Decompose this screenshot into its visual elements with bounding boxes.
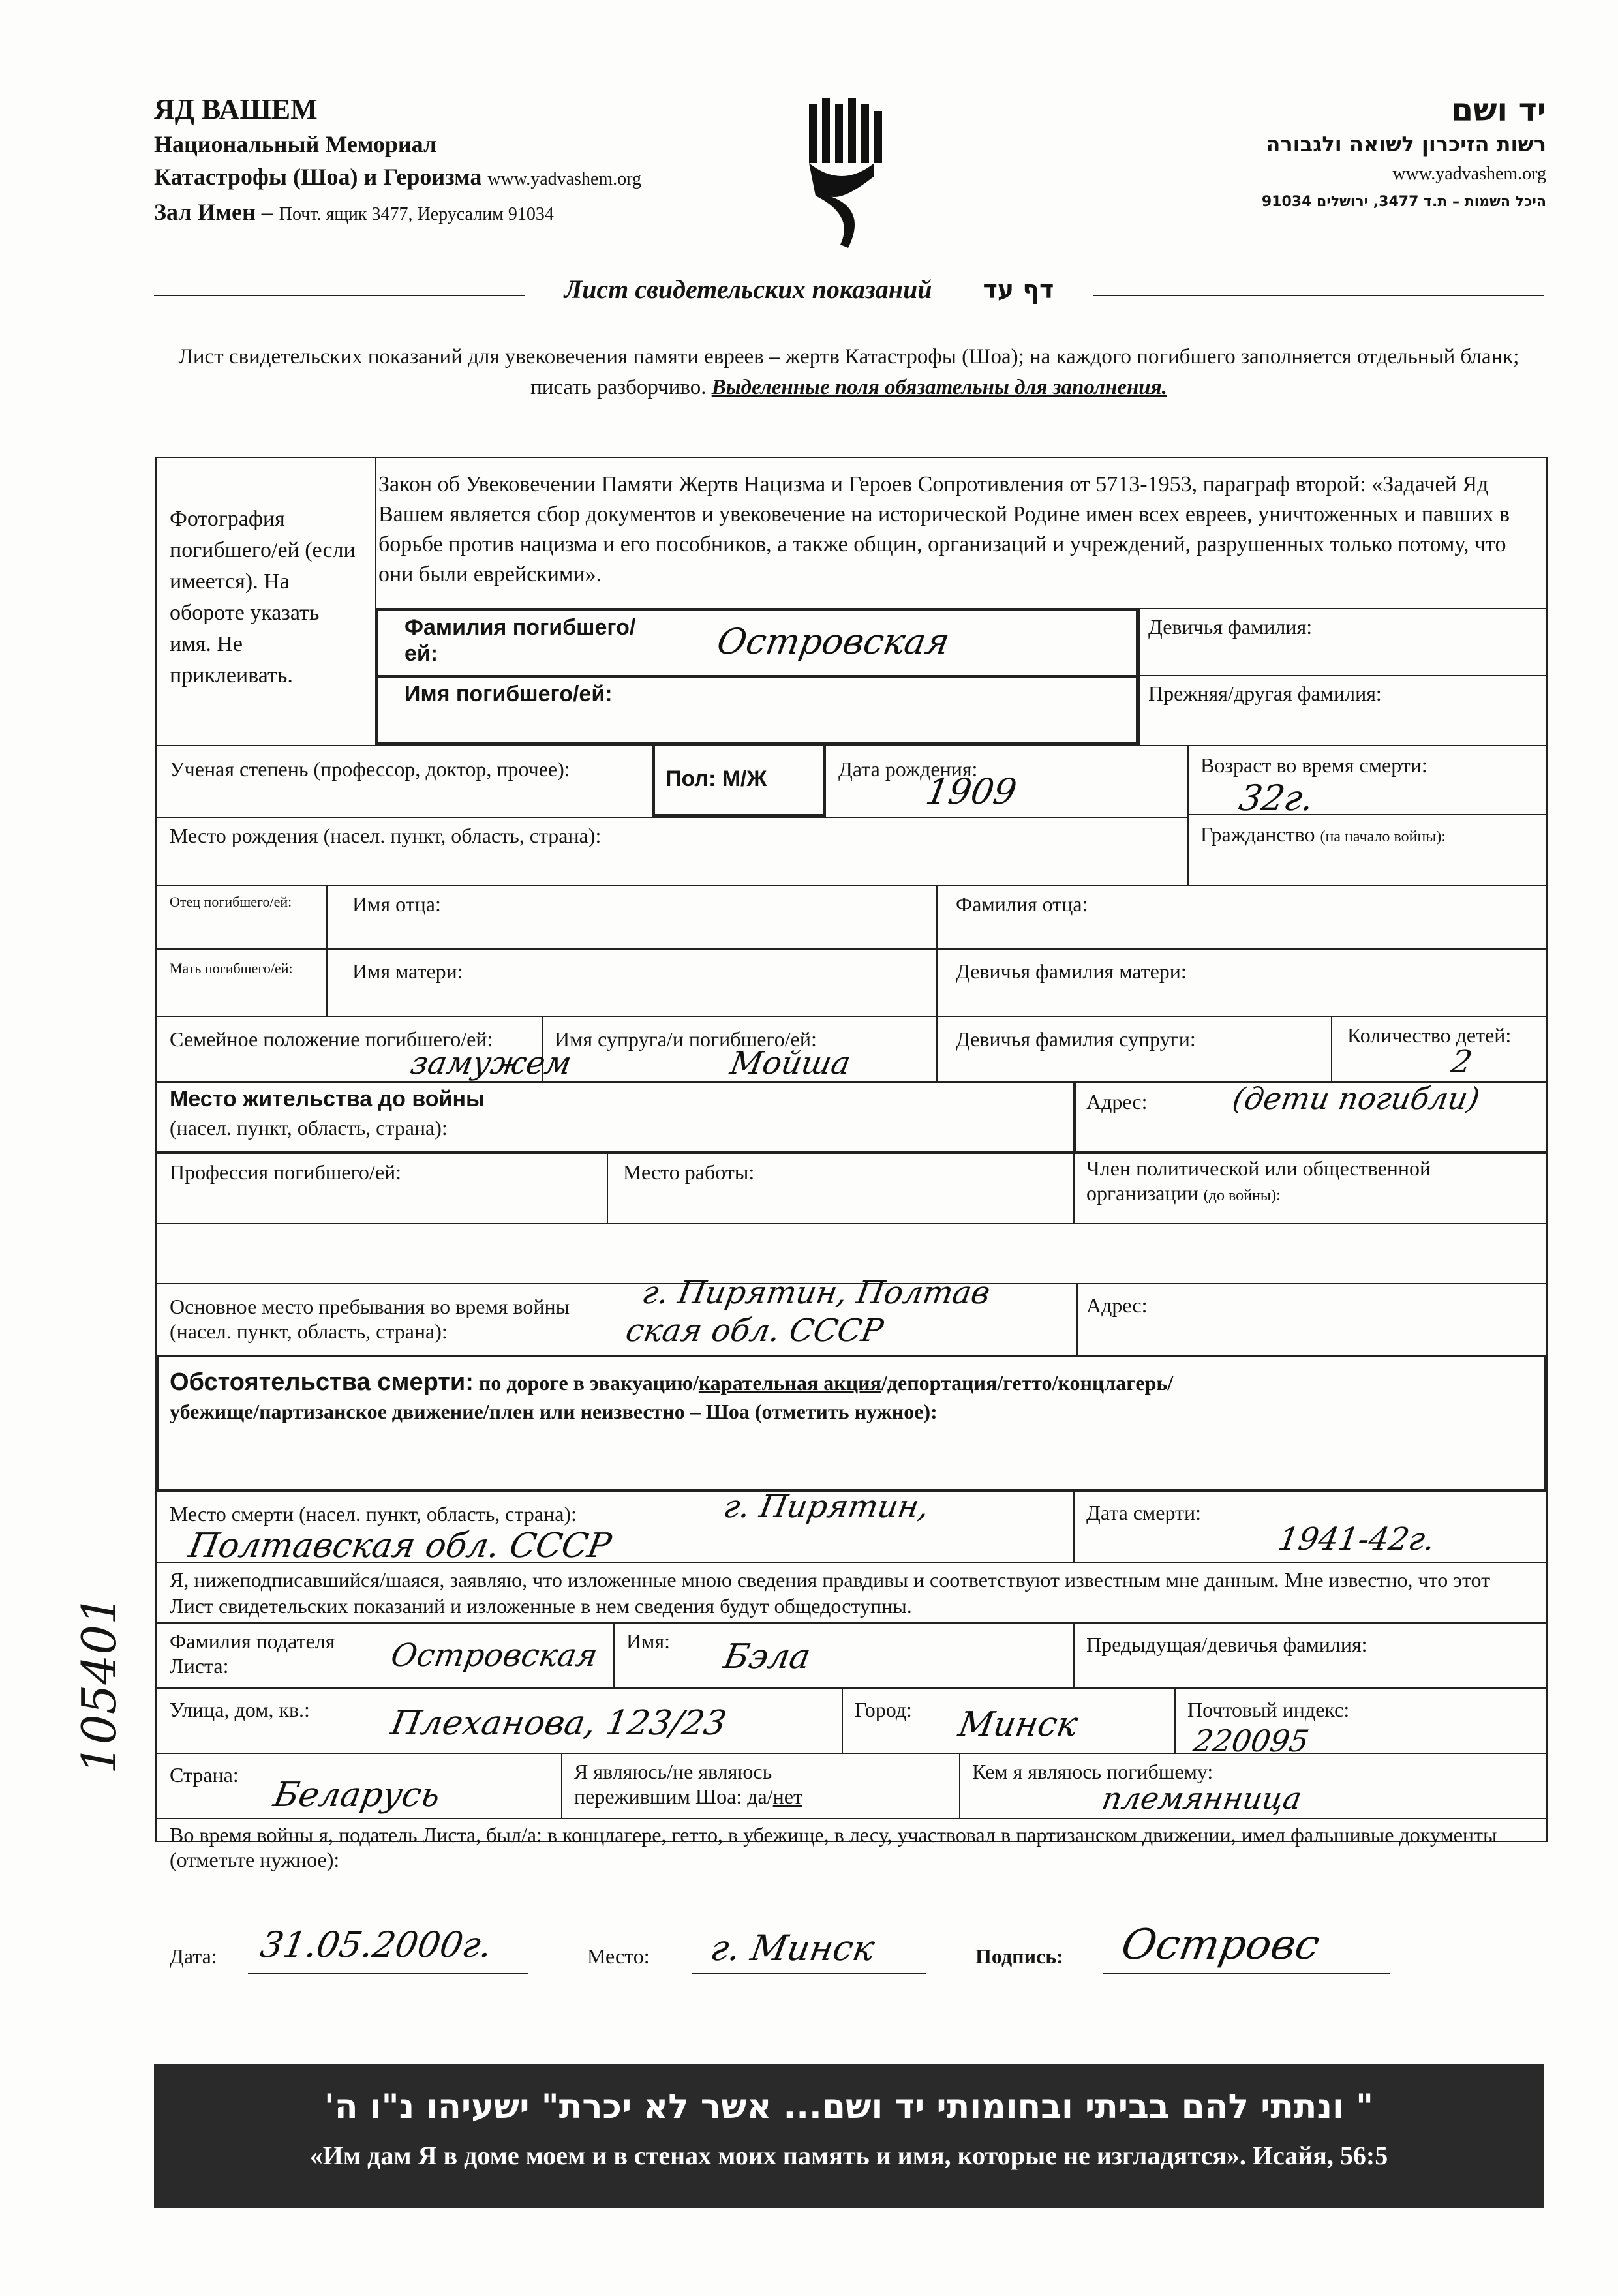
declaration-text: Я, нижеподписавшийся/шаяся, заявляю, что изложенные мною сведения правдивы и соответствуют известным мне данным. Мне известно, что этот Лист свидетельских показаний и изложенные в нем сведения будут общедоступны. xyxy=(170,1568,1491,1618)
mother-name-label: Имя матери: xyxy=(352,959,463,983)
org-line4: Зал Имен – Почт. ящик 3477, Иерусалим 91034 xyxy=(154,199,554,225)
citizenship-label: Гражданство (на начало войны): xyxy=(1200,823,1446,846)
org-name-he: יד ושם xyxy=(1451,92,1546,128)
wartime-label: Основное место пребывания во время войны (насел. пункт, область, страна): xyxy=(170,1295,570,1343)
submitter-surname-label: Фамилия подателя Листа: xyxy=(170,1629,335,1678)
intro-text: Лист свидетельских показаний для увековечения памяти евреев – жертв Катастрофы (Шоа); на каждого погибшего заполняется отдельный бланк; писать разборчиво. Выделенные поля обязательны для заполнения. xyxy=(178,345,1519,399)
city-value[interactable]: Минск xyxy=(955,1705,1081,1744)
wartime-self-text: Во время войны я, податель Листа, был/а: в концлагере, гетто, в убежище, в лесу, участвовал в партизанском движении, имел фальшивые документы (отметьте нужное): xyxy=(170,1823,1497,1871)
spouse-name-label: Имя супруга/и погибшего/ей: xyxy=(555,1027,817,1051)
degree-label: Ученая степень (профессор, доктор, прочее): xyxy=(170,757,570,781)
family-status-value[interactable]: замужем xyxy=(408,1045,575,1081)
age-label: Возраст во время смерти: xyxy=(1200,753,1427,777)
photo-label: Фотография погибшего/ей (если имеется). На обороте указать имя. Не приклеивать. xyxy=(170,507,356,687)
form-title: Лист свидетельских показаний דף עד xyxy=(0,274,1618,305)
residence-label: Место жительства до войны xyxy=(170,1087,485,1111)
yad-vashem-logo-icon xyxy=(802,98,887,254)
birthplace-label: Место рождения (насел. пункт, область, страна): xyxy=(170,824,602,847)
name-label: Имя погибшего/ей: xyxy=(404,682,613,706)
workplace-label: Место работы: xyxy=(623,1160,755,1184)
org-line2: Национальный Мемориал xyxy=(154,131,437,157)
place-label: Место: xyxy=(587,1944,650,1968)
org-name: ЯД ВАШЕМ xyxy=(154,93,318,125)
org-url: www.yadvashem.org xyxy=(1392,164,1546,184)
address-value[interactable]: (дети погибли) xyxy=(1230,1081,1483,1116)
country-value[interactable]: Беларусь xyxy=(270,1775,444,1815)
mother-side-label: Мать погибшего/ей: xyxy=(170,960,293,976)
header-he xyxy=(1262,91,1546,215)
sex-label: Пол: М/Ж xyxy=(665,766,767,791)
submitter-surname-value[interactable]: Островская xyxy=(388,1637,601,1674)
org-line2-he: רשות הזיכרון לשואה ולגבורה xyxy=(1266,132,1546,157)
date-value[interactable]: 31.05.2000г. xyxy=(257,1924,496,1965)
deathdate-value[interactable]: 1941-42г. xyxy=(1275,1521,1438,1558)
prev-surname-label: Прежняя/другая фамилия: xyxy=(1148,682,1382,705)
deathplace-value-line2[interactable]: Полтавская обл. СССР xyxy=(185,1526,615,1565)
children-value[interactable]: 2 xyxy=(1448,1044,1475,1080)
profession-label: Профессия погибшего/ей: xyxy=(170,1160,402,1184)
address-label: Адрес: xyxy=(1086,1090,1148,1113)
law-text: Закон об Увековечении Памяти Жертв Нацизма и Героев Сопротивления от 5713-1953, параграф второй: «Задачей Яд Вашем является сбор документов и увековечение на исторической Родине имен всех евреев, уничтоженных и павших в борьбе против нацизма и его пособников, а также общин, организаций и учреждений, разрушенных только потому, что они были еврейскими». xyxy=(378,472,1510,586)
mother-maiden-label: Девичья фамилия матери: xyxy=(956,959,1187,983)
family-status-label: Семейное положение погибшего/ей: xyxy=(170,1027,493,1051)
circ-selected-option[interactable]: карательная акция xyxy=(698,1371,881,1395)
surname-value[interactable]: Островская xyxy=(714,621,953,662)
birth-value[interactable]: 1909 xyxy=(923,771,1020,812)
sign-label: Подпись: xyxy=(975,1944,1063,1968)
date-label: Дата: xyxy=(170,1944,217,1968)
zip-value[interactable]: 220095 xyxy=(1191,1723,1312,1759)
place-value[interactable]: г. Минск xyxy=(707,1927,878,1969)
zip-label: Почтовый индекс: xyxy=(1187,1698,1350,1721)
deathdate-label: Дата смерти: xyxy=(1086,1501,1202,1524)
circumstances-text: Обстоятельства смерти: по дороге в эвакуацию/карательная акция/депортация/гетто/концлагерь/ убежище/партизанское движение/плен или неизвестно – Шоа (отметить нужное): xyxy=(170,1368,1174,1423)
street-value[interactable]: Плеханова, 123/23 xyxy=(388,1704,729,1743)
org-address-he: היכל השמות – ת.ד 3477, ירושלים 91034 xyxy=(1261,194,1546,210)
submitter-name-label: Имя: xyxy=(626,1629,670,1653)
city-label: Город: xyxy=(855,1698,912,1721)
submitter-name-value[interactable]: Бэла xyxy=(720,1637,814,1676)
age-value[interactable]: 32г. xyxy=(1236,778,1317,819)
wartime-value-line2[interactable]: ская обл. СССР xyxy=(623,1312,886,1349)
father-side-label: Отец погибшего/ей: xyxy=(170,894,292,910)
footer-quote-he: " ונתתי להם בביתי ובחומותי יד ושם... אשר לא יכרת" ישעיהו נ"ו ה' xyxy=(324,2087,1374,2126)
survivor-selected[interactable]: нет xyxy=(772,1785,802,1808)
spouse-maiden-label: Девичья фамилия супруги: xyxy=(956,1027,1196,1051)
form-frame xyxy=(155,457,1548,1871)
wartime-address-label: Адрес: xyxy=(1086,1293,1148,1317)
street-label: Улица, дом, кв.: xyxy=(170,1698,310,1721)
children-label: Количество детей: xyxy=(1347,1023,1512,1047)
spouse-name-value[interactable]: Мойша xyxy=(727,1045,853,1081)
residence-sub: (насел. пункт, область, страна): xyxy=(170,1116,448,1140)
signature[interactable]: Островс xyxy=(1118,1921,1324,1969)
footer-quote-ru: «Им дам Я в доме моем и в стенах моих память и имя, которые не изгладятся». Исайя, 56:5 xyxy=(309,2141,1388,2170)
deathplace-value-line1[interactable]: г. Пирятин, xyxy=(721,1488,932,1525)
org-line3: Катастрофы (Шоа) и Героизма www.yadvashem.org xyxy=(154,164,641,190)
footer-banner xyxy=(154,2064,1544,2208)
relation-value[interactable]: племянница xyxy=(1099,1781,1305,1816)
country-label: Страна: xyxy=(170,1763,239,1787)
surname-label: Фамилия погибшего/ей: xyxy=(404,615,636,666)
wartime-value-line1[interactable]: г. Пирятин, Полтав xyxy=(639,1275,993,1311)
father-name-label: Имя отца: xyxy=(352,892,441,916)
birth-label: Дата рождения: xyxy=(838,757,978,781)
survivor-label: Я являюсь/не являюсь пережившим Шоа: да/нет xyxy=(574,1760,802,1808)
archive-number: 105401 xyxy=(72,1595,127,1774)
maiden-label: Девичья фамилия: xyxy=(1148,615,1313,639)
submitter-prev-label: Предыдущая/девичья фамилия: xyxy=(1086,1633,1367,1656)
header-ru xyxy=(154,91,641,231)
father-surname-label: Фамилия отца: xyxy=(956,892,1088,916)
member-label: Член политической или общественной организации (до войны): xyxy=(1086,1156,1431,1205)
relation-label: Кем я являюсь погибшему: xyxy=(972,1760,1214,1783)
deathplace-label: Место смерти (насел. пункт, область, страна): xyxy=(170,1502,577,1526)
